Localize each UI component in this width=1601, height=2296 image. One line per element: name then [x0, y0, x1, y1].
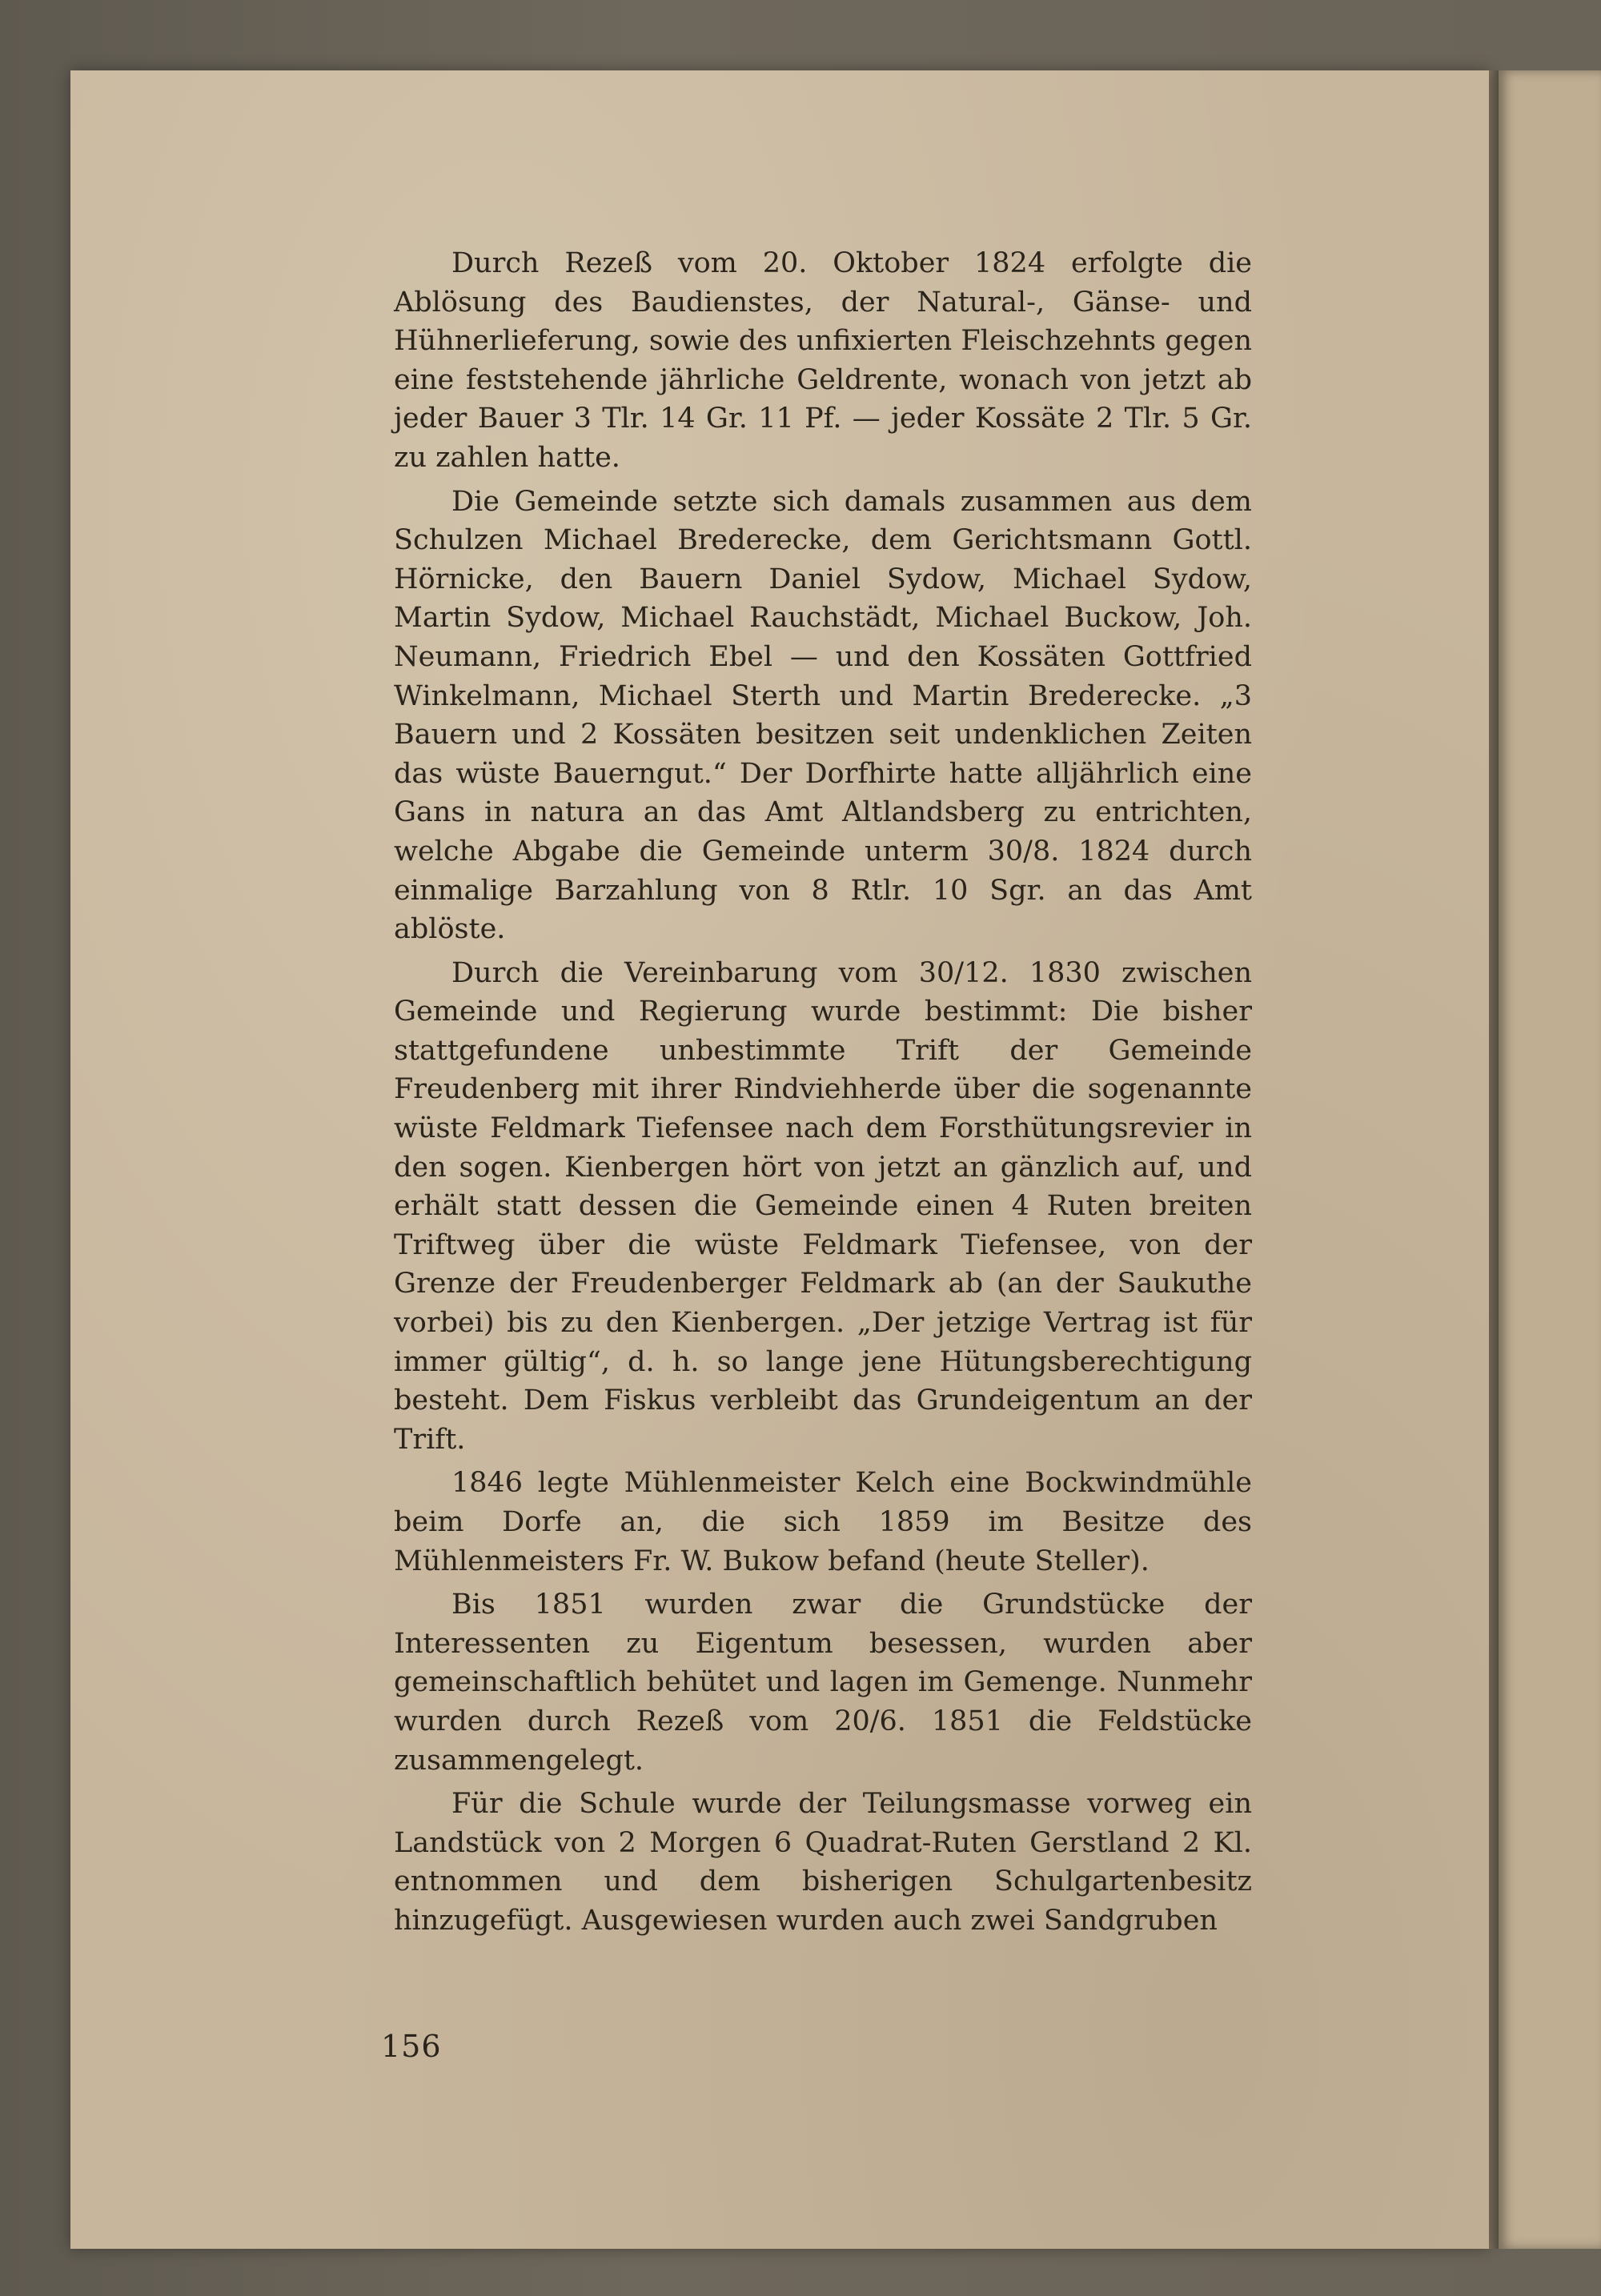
paragraph-rezess-1824: Durch Rezeß vom 20. Oktober 1824 erfolgte die Ablösung des Baudienstes, der Natural-, Gänse- und Hühnerlieferung, sowie des unfixierten Fleischzehnts gegen eine feststehende jährliche Geldrente, wonach von jetzt ab jeder Bauer 3 Tlr. 14 Gr. 11 Pf. — jeder Kossäte 2 Tlr. 5 Gr. zu zahlen hatte. — [394, 247, 1252, 474]
paragraph-zusammenlegung-1851: Bis 1851 wurden zwar die Grundstücke der Interessenten zu Eigentum besessen, wurden aber gemeinschaftlich behütet und lagen im Gemenge. Nunmehr wurden durch Rezeß vom 20/6. 1851 die Feldstücke zusammengelegt. — [394, 1589, 1252, 1777]
paragraph-vereinbarung-1830: Durch die Vereinbarung vom 30/12. 1830 zwischen Gemeinde und Regierung wurde bestimmt: Die bisher stattgefundene unbestimmte Trift der Gemeinde Freudenberg mit ihrer Rindviehherde über die sogenannte wüste Feldmark Tiefensee nach dem Forsthütungsrevier in den sogen. Kienbergen hört von jetzt an gänzlich auf, und erhält statt dessen die Gemeinde einen 4 Ruten breiten Triftweg über die wüste Feldmark Tiefensee, von der Grenze der Freudenberger Feldmark ab (an der Saukuthe vorbei) bis zu den Kienbergen. „Der jetzige Vertrag ist für immer gültig“, d. h. so lange jene Hütungsberechtigung besteht. Dem Fiskus verbleibt das Grundeigentum an der Trift. — [394, 956, 1252, 1456]
paragraph-gemeinde-members: Die Gemeinde setzte sich damals zusammen aus dem Schulzen Michael Brederecke, dem Gerichtsmann Gottl. Hörnicke, den Bauern Daniel Sydow, Michael Sydow, Martin Sydow, Michael Rauchstädt, Michael Buckow, Joh. Neumann, Friedrich Ebel — und den Kossäten Gottfried Winkelmann, Michael Sterth und Martin Brederecke. „3 Bauern und 2 Kossäten besitzen seit undenklichen Zeiten das wüste Bauerngut.“ Der Dorfhirte hatte alljährlich eine Gans in natura an das Amt Altlandsberg zu entrichten, welche Abgabe die Gemeinde unterm 30/8. 1824 durch einmalige Barzahlung von 8 Rtlr. 10 Sgr. an das Amt ablöste. — [394, 485, 1252, 946]
paragraph-bockwindmuehle: 1846 legte Mühlenmeister Kelch eine Bockwindmühle beim Dorfe an, die sich 1859 im Besitze des Mühlenmeisters Fr. W. Bukow befand (heute Steller). — [394, 1467, 1252, 1577]
page-body-text — [394, 244, 1252, 1945]
facing-page-edge — [1499, 70, 1601, 2249]
paragraph-schule-landstueck: Für die Schule wurde der Teilungsmasse vorweg ein Landstück von 2 Morgen 6 Quadrat-Ruten Gerstland 2 Kl. entnommen und dem bisherigen Schulgartenbesitz hinzugefügt. Ausgewiesen wurden auch zwei Sandgruben — [394, 1788, 1252, 1937]
page-number: 156 — [381, 2029, 442, 2064]
